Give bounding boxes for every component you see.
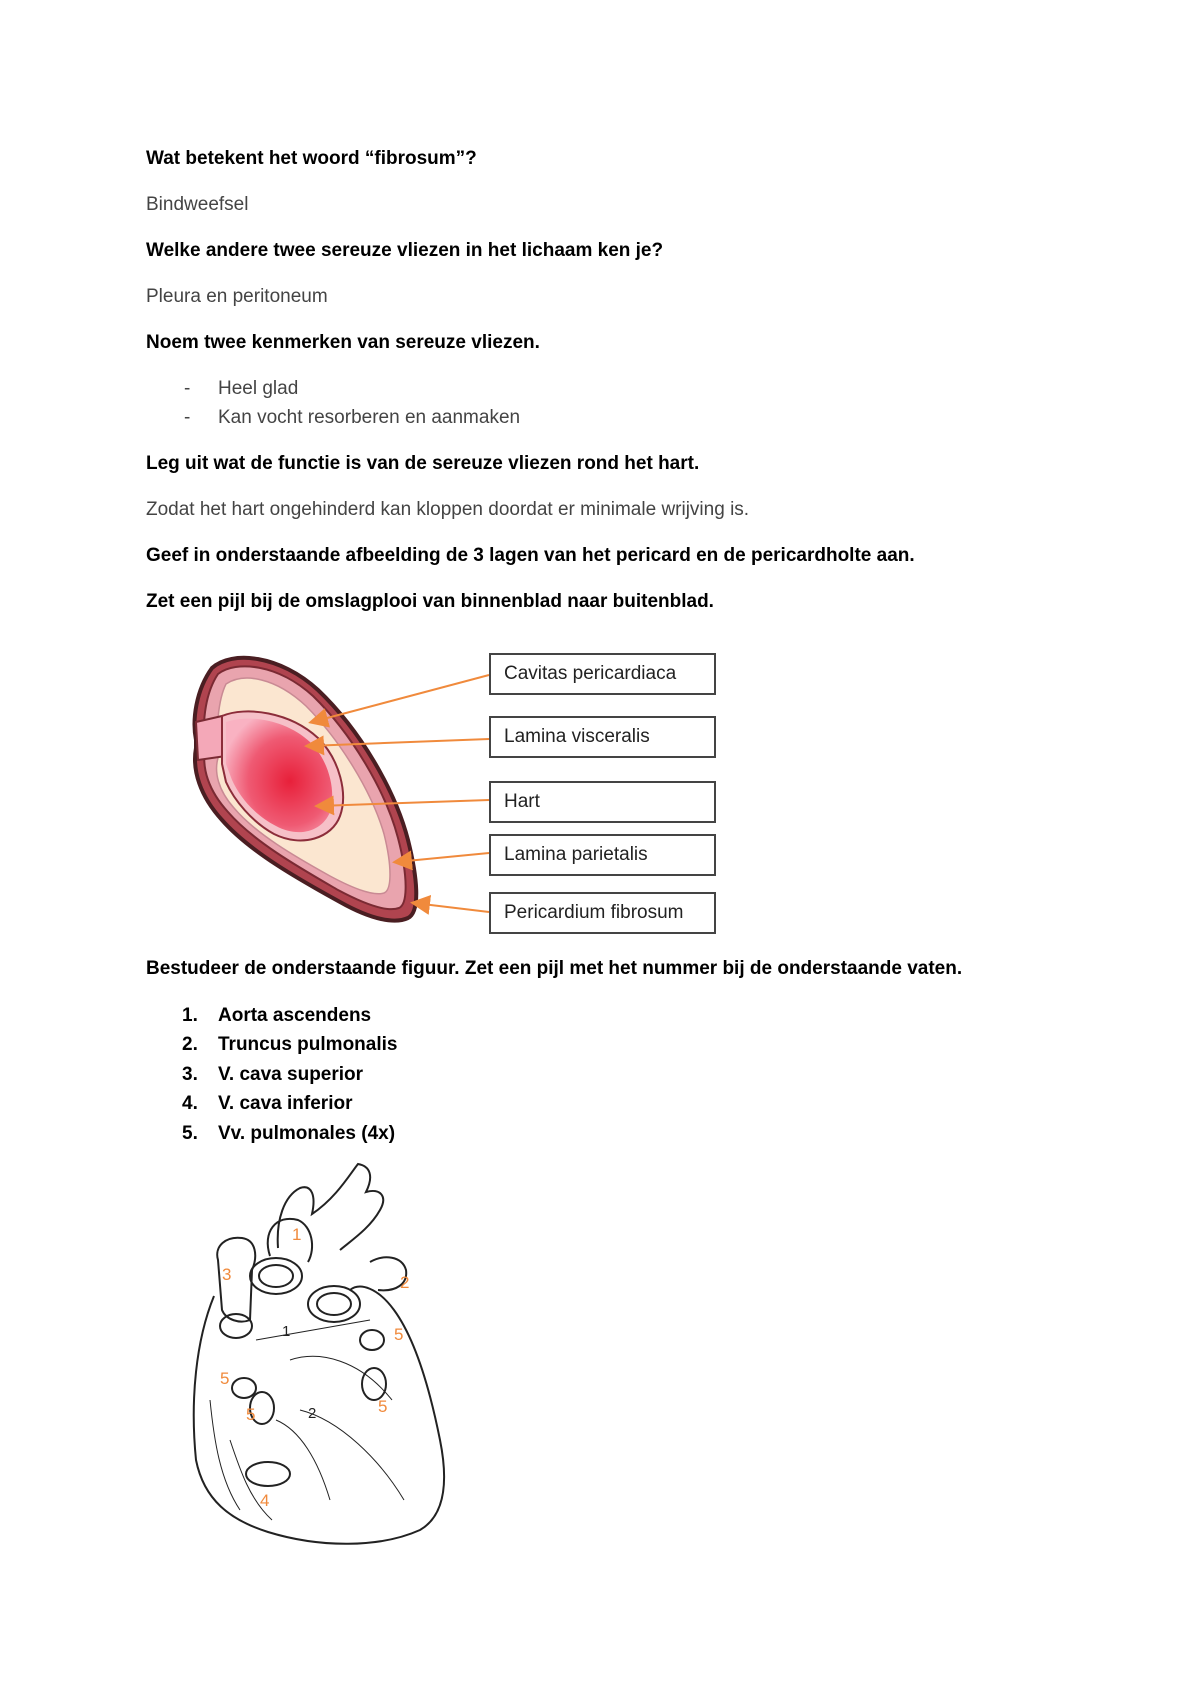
question-fibrosum: Wat betekent het woord “fibrosum”? [146,148,477,169]
orange-number: 5 [378,1397,388,1416]
answer-functie: Zodat het hart ongehinderd kan kloppen doordat er minimale wrijving is. [146,499,750,520]
answer-fibrosum: Bindweefsel [146,194,249,215]
orange-number: 1 [292,1225,302,1244]
question-vaten: Bestudeer de onderstaande figuur. Zet een pijl met het nummer bij de onderstaande vaten. [146,958,963,979]
vessel-number: 4. [182,1093,198,1114]
list-bullet: - [184,378,191,399]
label-lamina-visceralis: Lamina visceralis [489,716,716,758]
question-omslagplooi: Zet een pijl bij de omslagplooi van binnenblad naar buitenblad. [146,591,714,612]
vessel-opening [308,1286,360,1322]
label-pericardium-fibrosum: Pericardium fibrosum [489,892,716,934]
vessel-number: 5. [182,1123,198,1144]
list-item: Kan vocht resorberen en aanmaken [218,407,521,428]
pulmonary-vein-opening [232,1378,256,1398]
heart-outline [194,1287,444,1544]
question-lagen-pericard: Geef in onderstaande afbeelding de 3 lagen van het pericard en de pericardholte aan. [146,545,915,566]
list-item: Heel glad [218,378,299,399]
printed-number: 2 [308,1405,317,1422]
vessel-number: 1. [182,1005,198,1026]
label-cavitas-pericardiaca: Cavitas pericardiaca [489,653,716,695]
shading-line [256,1320,370,1340]
orange-number: 5 [220,1369,230,1388]
orange-number: 4 [260,1491,270,1510]
vessel-name: Vv. pulmonales (4x) [218,1123,396,1144]
orange-number: 5 [246,1405,256,1424]
answer-sereuze-vliezen: Pleura en peritoneum [146,286,328,307]
question-kenmerken: Noem twee kenmerken van sereuze vliezen. [146,332,540,353]
v-cava-inferior [246,1462,290,1486]
pulmonary-vein-opening [360,1330,384,1350]
vessel-name: Aorta ascendens [218,1005,372,1026]
vessel-name: Truncus pulmonalis [218,1034,398,1055]
label-hart: Hart [489,781,716,823]
label-lamina-parietalis: Lamina parietalis [489,834,716,876]
vessel-number: 3. [182,1064,198,1085]
shading-line [276,1420,330,1500]
printed-number: 1 [282,1323,291,1340]
aorta-ascendens [268,1219,312,1262]
vessel-opening [220,1314,252,1338]
orange-number: 3 [222,1265,232,1284]
list-bullet: - [184,407,191,428]
orange-number: 5 [394,1325,404,1344]
vessel-opening-inner [259,1265,293,1287]
vessel-number: 2. [182,1034,198,1055]
pulmonary-vein-opening [362,1368,386,1400]
question-sereuze-vliezen: Welke andere twee sereuze vliezen in het lichaam ken je? [146,240,664,261]
shading-line [300,1410,404,1500]
vessel-opening [250,1258,302,1294]
orange-number: 2 [400,1273,410,1292]
vessel-name: V. cava inferior [218,1093,353,1114]
shading-line [290,1356,392,1400]
vessel-name: V. cava superior [218,1064,364,1085]
vessel-opening-inner [317,1293,351,1315]
question-functie: Leg uit wat de functie is van de sereuze vliezen rond het hart. [146,453,700,474]
